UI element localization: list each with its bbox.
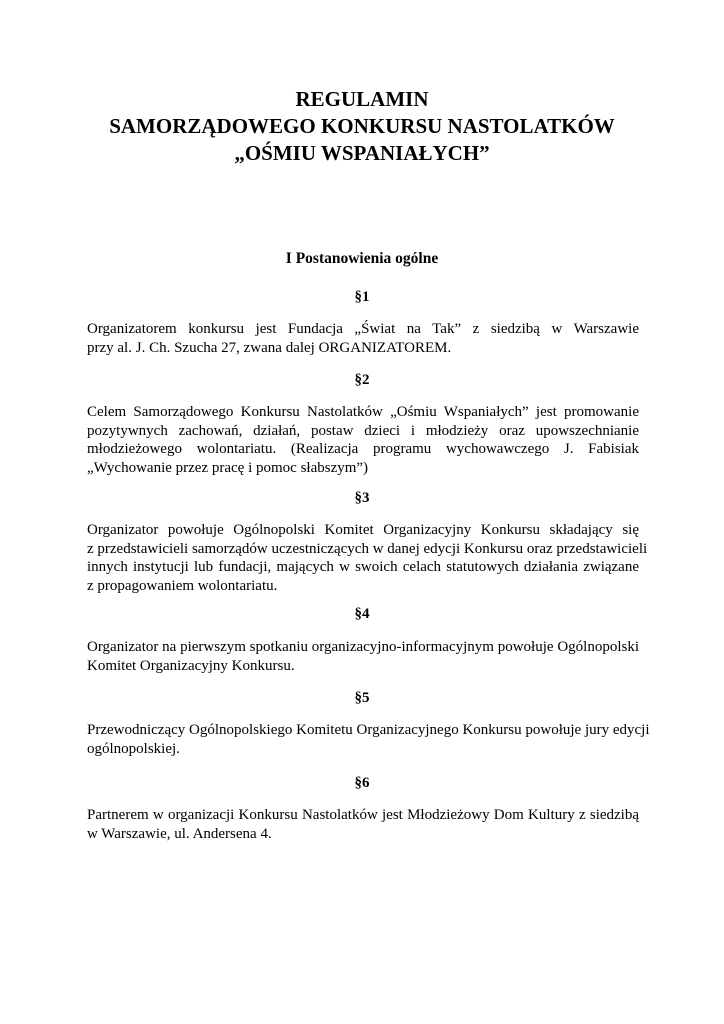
paragraph-text-4 — [87, 638, 639, 675]
paragraph-1-line-1: Organizatorem konkursu jest Fundacja „Świat na Tak” z siedzibą w Warszawie — [87, 321, 639, 337]
paragraph-3-line-4: z propagowaniem wolontariatu. — [87, 577, 278, 594]
paragraph-3-line-3: innych instytucji lub fundacji, mających w swoich celach statutowych działania związane — [87, 559, 639, 575]
document-title — [0, 86, 724, 167]
paragraph-1-line-2: przy al. J. Ch. Szucha 27, zwana dalej ORGANIZATOREM. — [87, 339, 452, 356]
paragraph-number-5: §5 — [354, 690, 370, 706]
paragraph-2-line-2: pozytywnych zachowań, działań, postaw dzieci i młodzieży oraz upowszechnianie — [87, 422, 639, 439]
paragraph-6-line-2: w Warszawie, ul. Andersena 4. — [87, 825, 272, 842]
paragraph-4-line-1: Organizator na pierwszym spotkaniu organizacyjno-informacyjnym powołuje Ogólnopolski — [87, 639, 639, 655]
paragraph-text-6 — [87, 806, 639, 843]
title-line-2: SAMORZĄDOWEGO KONKURSU NASTOLATKÓW — [109, 114, 615, 138]
paragraph-text-1 — [87, 320, 639, 357]
section-heading: I Postanowienia ogólne — [285, 250, 439, 267]
paragraph-text-2 — [87, 403, 639, 477]
title-line-1: REGULAMIN — [295, 87, 429, 111]
paragraph-5-line-2: ogólnopolskiej. — [87, 740, 180, 757]
paragraph-2-line-3: młodzieżowego wolontariatu. (Realizacja programu wychowawczego J. Fabisiak — [87, 441, 639, 457]
paragraph-3-line-2: z przedstawicieli samorządów uczestniczących w danej edycji Konkursu oraz przedstawicieli — [87, 540, 648, 557]
paragraph-text-5 — [87, 721, 650, 758]
paragraph-number-1: §1 — [354, 289, 370, 305]
title-line-3: „OŚMIU WSPANIAŁYCH” — [234, 141, 490, 165]
paragraph-number-4: §4 — [354, 606, 370, 622]
paragraph-3-line-1: Organizator powołuje Ogólnopolski Komitet Organizacyjny Konkursu składający się — [87, 522, 639, 538]
paragraph-number-6: §6 — [354, 775, 370, 791]
paragraph-text-3 — [87, 521, 648, 595]
paragraph-2-line-1: Celem Samorządowego Konkursu Nastolatków „Ośmiu Wspaniałych” jest promowanie — [87, 404, 639, 420]
paragraph-number-2: §2 — [354, 372, 370, 388]
paragraph-2-line-4: „Wychowanie przez pracę i pomoc słabszym”) — [87, 459, 369, 476]
paragraph-number-3: §3 — [354, 490, 370, 506]
paragraph-4-line-2: Komitet Organizacyjny Konkursu. — [87, 657, 295, 674]
paragraph-6-line-1: Partnerem w organizacji Konkursu Nastolatków jest Młodzieżowy Dom Kultury z siedzibą — [87, 807, 639, 823]
paragraph-5-line-1: Przewodniczący Ogólnopolskiego Komitetu Organizacyjnego Konkursu powołuje jury edycji — [87, 722, 650, 738]
